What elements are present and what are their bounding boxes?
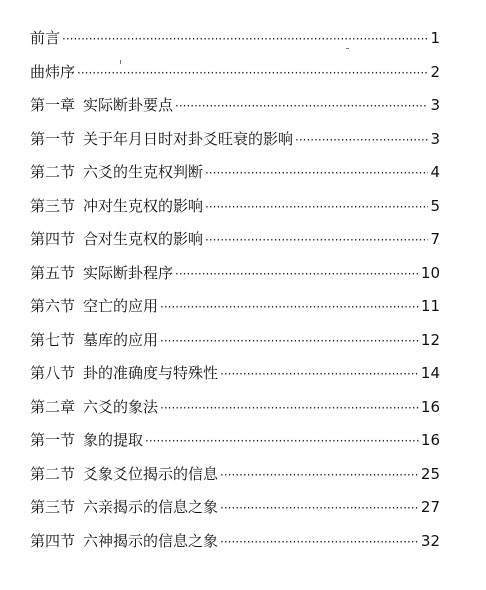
toc-entry-title <box>30 28 60 48</box>
toc-entry[interactable] <box>30 531 440 565</box>
toc-page-number: 10 <box>420 263 440 282</box>
toc-dot-leader <box>77 63 428 83</box>
toc-entry[interactable] <box>30 497 440 531</box>
toc-page-number: 1 <box>430 29 440 47</box>
toc-dot-leader <box>160 331 419 351</box>
toc-entry[interactable] <box>30 263 440 297</box>
toc-entry-title <box>30 497 218 517</box>
toc-entry-label: 前言 <box>30 29 61 47</box>
toc-entry-label: 合对生克权的影响 <box>83 230 204 248</box>
toc-page-number: 14 <box>420 364 440 382</box>
toc-dot-leader <box>160 297 419 317</box>
toc-entry[interactable] <box>30 363 440 397</box>
toc-page-number: 3 <box>430 96 440 114</box>
toc-entry-number: 第四节 <box>30 531 76 550</box>
toc-page-number: 11 <box>420 297 440 315</box>
toc-page-number: 32 <box>420 531 440 550</box>
toc-entry-number: 第四节 <box>30 230 76 248</box>
toc-entry-number: 第一节 <box>30 431 76 449</box>
toc-entry[interactable] <box>30 162 440 196</box>
toc-entry-label: 卦的准确度与特殊性 <box>83 364 219 382</box>
toc-page-number: 12 <box>420 330 440 349</box>
toc-entry-number: 第一章 <box>30 96 76 114</box>
toc-entry-label: 曲炜序 <box>30 62 76 81</box>
toc-entry-number: 第七节 <box>30 330 76 349</box>
toc-entry-title <box>30 296 158 316</box>
table-of-contents <box>30 28 440 564</box>
toc-entry-title <box>30 397 158 417</box>
toc-dot-leader <box>175 264 419 284</box>
toc-entry-number: 第八节 <box>30 364 76 382</box>
toc-entry[interactable] <box>30 397 440 431</box>
toc-entry-title <box>30 62 75 82</box>
toc-entry[interactable] <box>30 62 440 96</box>
toc-entry-title <box>30 229 203 249</box>
toc-entry[interactable] <box>30 296 440 330</box>
toc-page-number: 25 <box>420 464 440 483</box>
toc-entry-number: 第五节 <box>30 263 76 282</box>
toc-entry-number: 第二节 <box>30 163 76 181</box>
toc-entry[interactable] <box>30 430 440 464</box>
toc-entry-label: 六亲揭示的信息之象 <box>83 498 219 516</box>
toc-entry-label: 爻象爻位揭示的信息 <box>83 464 219 483</box>
toc-page-number: 27 <box>420 498 440 516</box>
toc-entry-number: 第三节 <box>30 498 76 516</box>
toc-entry-title <box>30 330 158 350</box>
toc-dot-leader <box>220 498 419 518</box>
toc-entry-label: 关于年月日时对卦爻旺衰的影响 <box>83 129 294 148</box>
toc-dot-leader <box>160 398 419 418</box>
scan-speck <box>120 60 121 64</box>
toc-entry-title <box>30 464 218 484</box>
toc-entry-number: 第一节 <box>30 129 76 148</box>
toc-dot-leader <box>220 465 419 485</box>
toc-entry-label: 实际断卦要点 <box>83 96 174 114</box>
toc-entry-number: 第三节 <box>30 196 76 215</box>
toc-dot-leader <box>175 96 428 116</box>
toc-entry-label: 墓库的应用 <box>83 330 159 349</box>
toc-dot-leader <box>205 197 428 217</box>
toc-page-number: 2 <box>430 62 440 81</box>
toc-dot-leader <box>220 532 419 552</box>
toc-dot-leader <box>205 230 428 250</box>
toc-entry-label: 冲对生克权的影响 <box>83 196 204 215</box>
toc-dot-leader <box>145 431 419 451</box>
toc-entry-title <box>30 363 218 383</box>
toc-entry-number: 第二节 <box>30 464 76 483</box>
toc-page-number: 7 <box>430 230 440 248</box>
toc-entry-label: 六爻的象法 <box>83 397 159 416</box>
toc-page-number: 5 <box>430 196 440 215</box>
toc-page-number: 16 <box>420 397 440 416</box>
toc-entry-title <box>30 162 203 182</box>
toc-dot-leader <box>62 29 428 49</box>
toc-entry-title <box>30 430 143 450</box>
toc-entry[interactable] <box>30 196 440 230</box>
toc-entry-title <box>30 129 293 149</box>
toc-entry[interactable] <box>30 129 440 163</box>
toc-dot-leader <box>205 163 428 183</box>
toc-page-number: 4 <box>430 163 440 181</box>
toc-entry-label: 六爻的生克权判断 <box>83 163 204 181</box>
toc-entry-title <box>30 95 173 115</box>
scan-speck <box>346 48 349 49</box>
toc-entry-title <box>30 196 203 216</box>
toc-entry[interactable] <box>30 229 440 263</box>
toc-entry[interactable] <box>30 95 440 129</box>
toc-entry[interactable] <box>30 330 440 364</box>
toc-entry-label: 空亡的应用 <box>83 297 159 315</box>
toc-entry-title <box>30 531 218 551</box>
toc-entry-label: 象的提取 <box>83 431 144 449</box>
toc-entry-title <box>30 263 173 283</box>
toc-entry[interactable] <box>30 28 440 62</box>
toc-dot-leader <box>295 130 428 150</box>
toc-entry-label: 六神揭示的信息之象 <box>83 531 219 550</box>
toc-entry[interactable] <box>30 464 440 498</box>
toc-entry-number: 第二章 <box>30 397 76 416</box>
toc-dot-leader <box>220 364 419 384</box>
toc-entry-label: 实际断卦程序 <box>83 263 174 282</box>
toc-page-number: 3 <box>430 129 440 148</box>
toc-entry-number: 第六节 <box>30 297 76 315</box>
toc-page-number: 16 <box>420 431 440 449</box>
